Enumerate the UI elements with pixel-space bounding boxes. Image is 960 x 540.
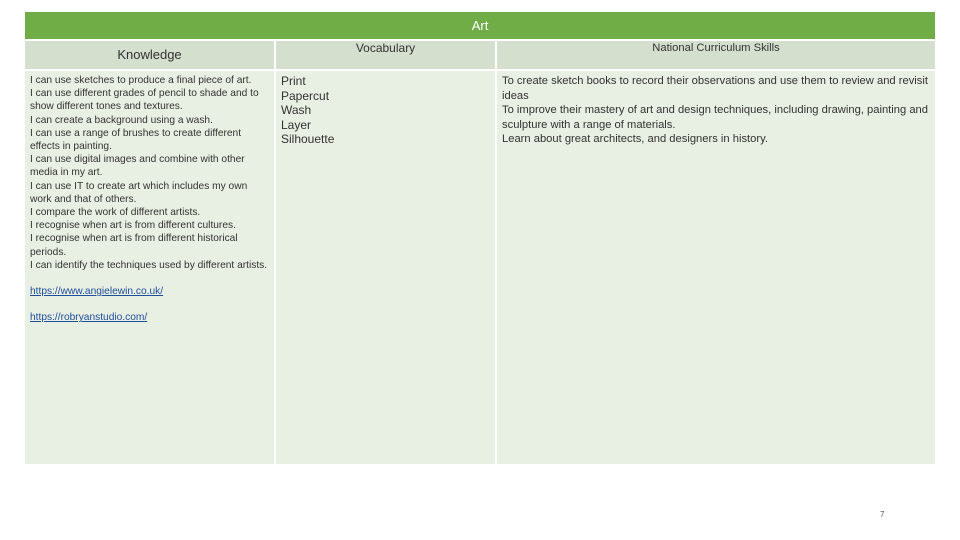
skills-cell [497,71,935,464]
vocab-item: Layer [281,117,312,132]
page-number: 7 [880,510,885,519]
vocab-item: Print [281,74,306,88]
vocab-item: Papercut [281,88,330,103]
knowledge-item: I recognise when art is from different historical periods. [30,233,238,258]
knowledge-item: I can create a background using a wash. [30,114,213,126]
skill-item: Learn about great architects, and designers in history. [502,133,768,145]
vocabulary-cell [276,71,497,464]
header-vocabulary: Vocabulary [276,41,497,69]
knowledge-item: I can use sketches to produce a final piece of art. [30,75,252,86]
art-table [25,12,935,464]
header-knowledge: Knowledge [25,41,276,69]
knowledge-item: I can use digital images and combine with other media in my art. [30,154,245,179]
header-skills: National Curriculum Skills [497,41,935,69]
knowledge-item: I compare the work of different artists. [30,207,201,219]
skill-item: To improve their mastery of art and design techniques, including drawing, painting and sculpture with a range of materials. [502,104,928,131]
knowledge-item: I can use a range of brushes to create different effects in painting. [30,127,242,153]
vocab-item: Silhouette [281,132,335,146]
table-title: Art [25,12,935,41]
vocab-item: Wash [281,103,312,117]
knowledge-cell [25,71,276,464]
body-row [25,69,935,464]
knowledge-item: I recognise when art is from different cultures. [30,220,236,232]
link-robryanstudio[interactable]: https://robryanstudio.com/ [30,312,148,324]
knowledge-item: I can use IT to create art which includes my own work and that of others. [30,180,248,205]
knowledge-item: I can identify the techniques used by different artists. [30,259,268,271]
knowledge-item: I can use different grades of pencil to shade and to show different tones and textures. [30,88,259,113]
link-angielewin[interactable]: https://www.angielewin.co.uk/ [30,286,164,298]
skill-item: To create sketch books to record their observations and use them to review and revisit ideas [502,75,928,102]
header-row [25,41,935,69]
